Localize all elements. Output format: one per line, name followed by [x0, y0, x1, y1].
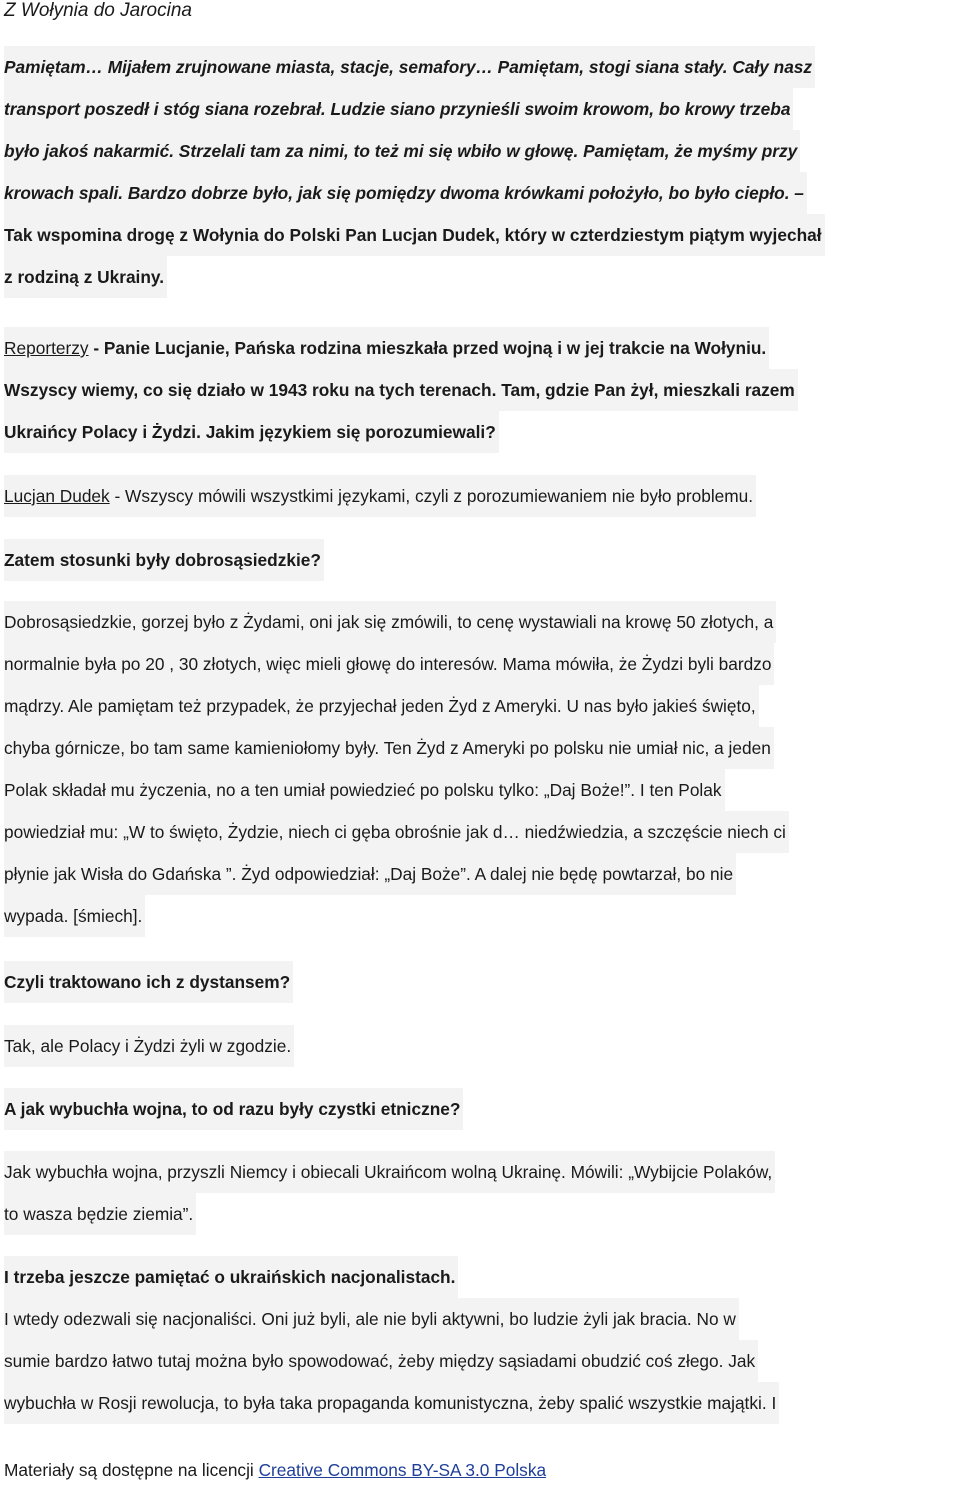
answer-2 — [4, 601, 956, 937]
question-1 — [4, 327, 956, 453]
question-line — [4, 327, 769, 369]
answer-line: Tak, ale Polacy i Żydzi żyli w zgodzie. — [4, 1025, 294, 1067]
intro-line: Pamiętam… Mijałem zrujnowane miasta, stacje, semafory… Pamiętam, stogi siana stały. Cały nasz — [4, 46, 815, 88]
answer-line: mądrzy. Ale pamiętam też przypadek, że przyjechał jeden Żyd z Ameryki. U nas było jakieś święto, — [4, 685, 759, 727]
footer-text: Materiały są dostępne na licencji — [4, 1460, 259, 1480]
question-line: Ukraińcy Polacy i Żydzi. Jakim językiem się porozumiewali? — [4, 411, 499, 453]
license-footer — [4, 1450, 956, 1490]
question-line: Czyli traktowano ich z dystansem? — [4, 961, 293, 1003]
question-4 — [4, 1088, 956, 1130]
answer-line: Dobrosąsiedzkie, gorzej było z Żydami, oni jak się zmówili, to cenę wystawiali na krowę 50 złotych, a — [4, 601, 776, 643]
intro-line: krowach spali. Bardzo dobrze było, jak się pomiędzy dwoma krówkami położyło, bo było ciepło. – — [4, 172, 807, 214]
question-3 — [4, 961, 956, 1003]
question-2 — [4, 539, 956, 581]
answer-line: sumie bardzo łatwo tutaj można było spowodować, żeby między sąsiadami obudzić coś złego. Jak — [4, 1340, 758, 1382]
answer-3 — [4, 1025, 956, 1067]
answer-line: Jak wybuchła wojna, przyszli Niemcy i obiecali Ukraińcom wolną Ukrainę. Mówili: „Wybijcie Polaków, — [4, 1151, 775, 1193]
answer-line: wybuchła w Rosji rewolucja, to była taka propaganda komunistyczna, żeby spalić wszystkie majątki. I — [4, 1382, 779, 1424]
license-link[interactable]: Creative Commons BY-SA 3.0 Polska — [258, 1460, 547, 1480]
speaker-lucjan-dudek: Lucjan Dudek — [4, 486, 110, 506]
question-line: Zatem stosunki były dobrosąsiedzkie? — [4, 539, 324, 581]
intro-attribution-line: Tak wspomina drogę z Wołynia do Polski Pan Lucjan Dudek, który w czterdziestym piątym wyjechał — [4, 214, 825, 256]
answer-line: powiedział mu: „W to święto, Żydzie, niech ci gęba obrośnie jak d… niedźwiedzia, a szczęście niech ci — [4, 811, 789, 853]
answer-line: chyba górnicze, bo tam same kamieniołomy były. Ten Żyd z Ameryki po polsku nie umiał nic, a jeden — [4, 727, 774, 769]
answer-line: I wtedy odezwali się nacjonaliści. Oni już byli, ale nie byli aktywni, bo ludzie żyli jak bracia. No w — [4, 1298, 739, 1340]
intro-attribution-line: z rodziną z Ukrainy. — [4, 256, 167, 298]
intro-line: transport poszedł i stóg siana rozebrał. Ludzie siano przynieśli swoim krowom, bo krowy trzeba — [4, 88, 793, 130]
article-title: Z Wołynia do Jarocina — [4, 0, 192, 21]
footer-line — [4, 1450, 549, 1490]
speaker-reporterzy: Reporterzy — [4, 338, 89, 358]
answer-4 — [4, 1151, 956, 1235]
answer-line: płynie jak Wisła do Gdańska ”. Żyd odpowiedział: „Daj Boże”. A dalej nie będę powtarzał, bo nie — [4, 853, 736, 895]
question-text: - Panie Lucjanie, Pańska rodzina mieszkała przed wojną i w jej trakcie na Wołyniu. — [88, 338, 767, 358]
answer-text: - Wszyscy mówili wszystkimi językami, czyli z porozumiewaniem nie było problemu. — [109, 486, 754, 506]
answer-line — [4, 475, 756, 517]
answer-line: to wasza będzie ziemia”. — [4, 1193, 196, 1235]
question-line: I trzeba jeszcze pamiętać o ukraińskich nacjonalistach. — [4, 1256, 458, 1298]
answer-line: Polak składał mu życzenia, no a ten umiał powiedzieć po polsku tylko: „Daj Boże!”. I ten Polak — [4, 769, 725, 811]
question-line: Wszyscy wiemy, co się działo w 1943 roku na tych terenach. Tam, gdzie Pan żył, mieszkali razem — [4, 369, 798, 411]
intro-line: było jakoś nakarmić. Strzelali tam za nimi, to też mi się wbiło w głowę. Pamiętam, że myśmy przy — [4, 130, 800, 172]
answer-1 — [4, 475, 956, 517]
intro-quote — [4, 46, 956, 298]
answer-line: normalnie była po 20 , 30 złotych, więc mieli głowę do interesów. Mama mówiła, że Żydzi byli bardzo — [4, 643, 774, 685]
answer-line: wypada. [śmiech]. — [4, 895, 145, 937]
answer-5 — [4, 1298, 956, 1424]
question-line: A jak wybuchła wojna, to od razu były czystki etniczne? — [4, 1088, 463, 1130]
question-5 — [4, 1256, 956, 1298]
